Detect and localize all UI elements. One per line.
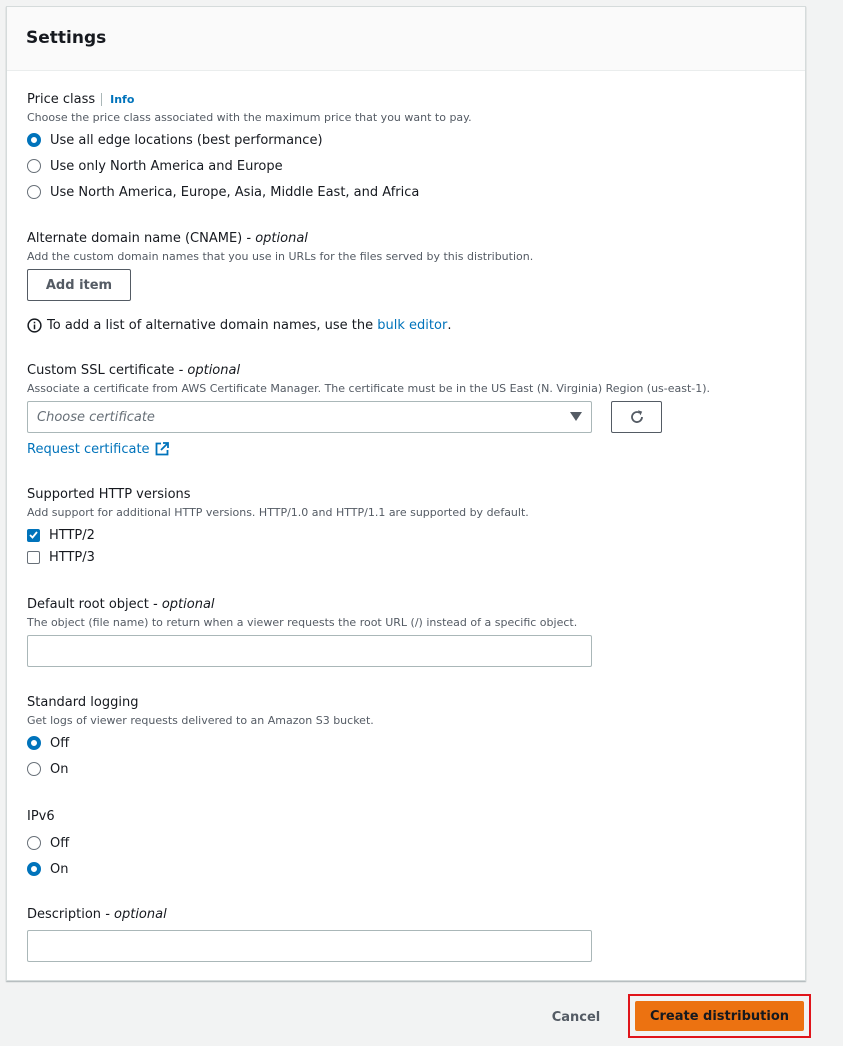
panel-title: Settings — [26, 28, 107, 48]
http-versions-description: Add support for additional HTTP versions. HTTP/1.0 and HTTP/1.1 are supported by default. — [27, 506, 529, 519]
http-versions-section — [27, 486, 787, 567]
ssl-label: Custom SSL certificate - optional — [27, 363, 241, 378]
settings-panel — [6, 6, 806, 981]
price-class-label: Price class Info — [27, 92, 135, 107]
logging-label: Standard logging — [27, 695, 139, 710]
refresh-certificates-button[interactable] — [611, 401, 662, 433]
http-versions-label: Supported HTTP versions — [27, 487, 191, 502]
radio-checked-icon[interactable] — [27, 736, 41, 750]
checkbox-checked-icon[interactable] — [27, 529, 40, 542]
ssl-description: Associate a certificate from AWS Certificate Manager. The certificate must be in the US East (N. Virginia) Region (us-east-1). — [27, 382, 711, 395]
add-item-button[interactable]: Add item — [27, 269, 131, 301]
cname-description: Add the custom domain names that you use in URLs for the files served by this distribution. — [27, 250, 534, 263]
cname-hint: To add a list of alternative domain names, use the bulk editor . — [27, 316, 787, 334]
caret-down-icon — [570, 412, 582, 422]
create-distribution-highlight — [628, 994, 811, 1038]
ipv6-label: IPv6 — [27, 809, 55, 824]
bulk-editor-link[interactable]: bulk editor — [377, 317, 448, 333]
http2-checkbox-row[interactable]: HTTP/2 — [27, 525, 787, 545]
http3-checkbox-row[interactable]: HTTP/3 — [27, 547, 787, 567]
root-object-description: The object (file name) to return when a viewer requests the root URL (/) instead of a specific object. — [27, 616, 578, 629]
panel-header — [7, 7, 805, 71]
cname-section — [27, 230, 787, 334]
request-certificate-link[interactable]: Request certificate — [27, 440, 787, 458]
checkbox-unchecked-icon[interactable] — [27, 551, 40, 564]
certificate-select[interactable]: Choose certificate — [27, 401, 592, 433]
cancel-button[interactable]: Cancel — [551, 1009, 601, 1025]
ipv6-section — [27, 808, 787, 879]
price-class-option-na-eu[interactable]: Use only North America and Europe — [27, 156, 787, 176]
price-class-info-link[interactable]: Info — [101, 93, 134, 106]
radio-checked-icon[interactable] — [27, 862, 41, 876]
radio-checked-icon[interactable] — [27, 133, 41, 147]
logging-section — [27, 694, 787, 779]
external-link-icon — [155, 442, 169, 456]
description-input[interactable] — [27, 930, 592, 962]
ipv6-option-on[interactable]: On — [27, 859, 787, 879]
ipv6-option-off[interactable]: Off — [27, 833, 787, 853]
radio-unchecked-icon[interactable] — [27, 762, 41, 776]
refresh-icon — [629, 409, 645, 425]
radio-unchecked-icon[interactable] — [27, 836, 41, 850]
price-class-option-na-eu-asia[interactable]: Use North America, Europe, Asia, Middle East, and Africa — [27, 182, 787, 202]
logging-description: Get logs of viewer requests delivered to an Amazon S3 bucket. — [27, 714, 374, 727]
price-class-description: Choose the price class associated with the maximum price that you want to pay. — [27, 111, 472, 124]
radio-unchecked-icon[interactable] — [27, 185, 41, 199]
root-object-section — [27, 596, 787, 667]
price-class-section — [27, 91, 787, 202]
info-circle-icon — [27, 318, 42, 333]
logging-option-off[interactable]: Off — [27, 733, 787, 753]
logging-option-on[interactable]: On — [27, 759, 787, 779]
create-distribution-button[interactable]: Create distribution — [635, 1001, 804, 1031]
cname-label: Alternate domain name (CNAME) - optional — [27, 231, 308, 246]
radio-unchecked-icon[interactable] — [27, 159, 41, 173]
root-object-label: Default root object - optional — [27, 597, 215, 612]
ssl-section — [27, 362, 787, 458]
description-label: Description - optional — [27, 907, 167, 922]
root-object-input[interactable] — [27, 635, 592, 667]
price-class-option-all[interactable]: Use all edge locations (best performance) — [27, 130, 787, 150]
description-section — [27, 906, 787, 962]
